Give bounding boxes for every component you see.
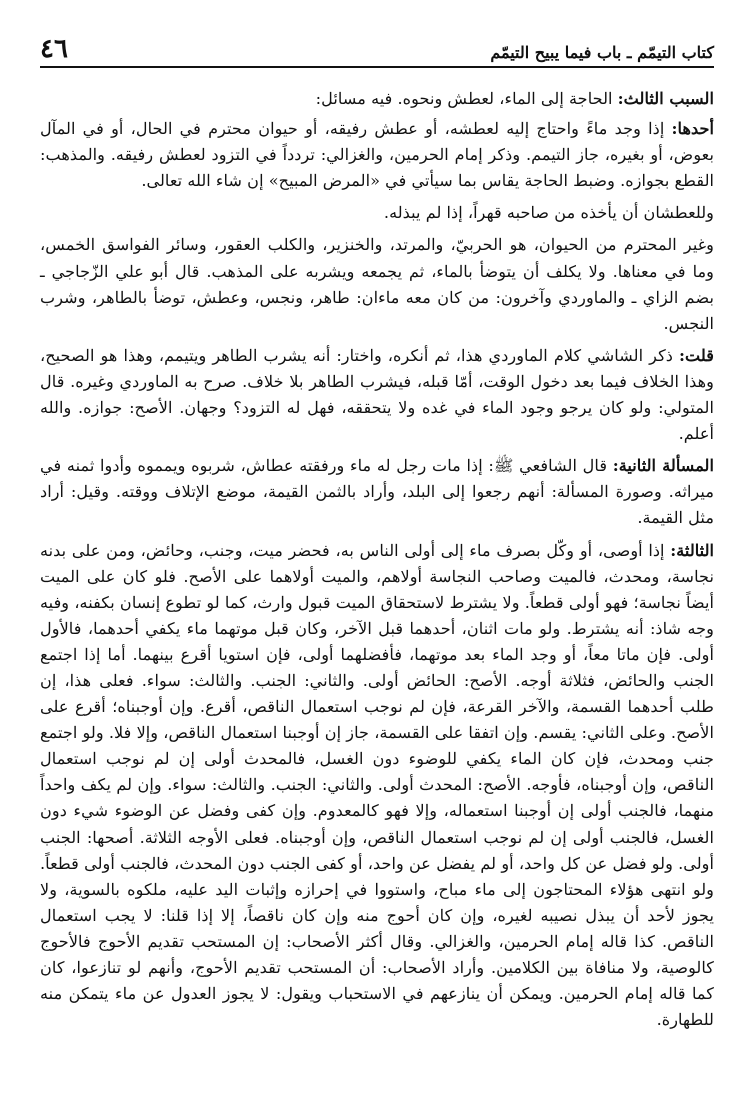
paragraph-thirsty — [40, 200, 714, 226]
paragraph-lead: السبب الثالث: — [617, 89, 714, 108]
paragraph-lead: قلت: — [679, 345, 714, 365]
page-body — [40, 86, 714, 1033]
paragraph-text: إذا أوصى، أو وكّل بصرف ماء إلى أولى الناس به، فحضر ميت، وجنب، وحائض، ومن على بدنه نجاسة، ومحدث، فالميت وصاحب النجاسة أولاهم، والميت أولاهما على الأصح. فلو كان على الميت أيضاً نجاسة؛ فهو أولى قطعاً. ولا يشترط لاستحقاق الميت قبول وارث، كما لو تطوع إنسان بكفنه، وفيه وجه شاذ: أنه يشترط. ولو مات اثنان، أحدهما قبل الآخر، وكان قبل موتهما ماء يكفي أحدهما، فالأول أولى. فإن ماتا معاً، أو وجد الماء بعد موتهما، فأفضلهما أولى، فإن استويا أقرع بينهما. أما إذا اجتمع الجنب والحائض، فثلاثة أوجه. الأصح: الحائض أولى. والثاني: الجنب. والثالث: سواء. فعلى هذا، إن طلب أحدهما القسمة، والآخر القرعة، فإن لم نوجب استعمال الناقص، أقرع. وإن أوجبناه؛ أقرع على الأصح. وعلى الثاني: يقسم. وإن اتفقا على القسمة، جاز إن أوجبنا استعمال الناقص، وإلا فلا. ولو اجتمع جنب ومحدث، فإن كان الماء يكفي للوضوء دون الغسل، فالمحدث أولى إن لم نوجب استعمال الناقص، وإن أوجبناه، فأوجه. الأصح: المحدث أولى. والثاني: الجنب. والثالث: سواء. وإن لم يكف واحداً منهما، فالجنب أولى إن أوجبنا استعماله، وإلا فهو كالمعدوم. وإن كفى وفضل عن الوضوء شيء دون الغسل، فالجنب أولى إن لم نوجب استعمال الناقص، وإن أوجبناه. فعلى الأوجه الثلاثة. أصحها: الجنب أولى. ولو فضل عن كل واحد، أو لم يفضل عن واحد، أو كفى الجنب دون المحدث، فالجنب أولى قطعاً. ولو انتهى هؤلاء المحتاجون إلى ماء مباح، واستووا في إحرازه وإثبات اليد عليه، ملكوه بالسوية، ولا يجوز لأحد أن يبذل نصيبه لغيره، وإن كان أحوج منه وإن كان ناقصاً، إلا إذا قلنا: لا يجب استعمال الناقص. كذا قاله إمام الحرمين، والغزالي. وقال أكثر الأصحاب: إن المستحب تقديم الأحوج فالأحوج كالوصية، ولا منافاة بين الكلامين. وأراد الأصحاب: أن المستحب تقديم الأحوج، وأنهم لو تنازعوا، كان كما قاله إمام الحرمين. ويمكن أن ينازعهم في الاستحباب ويقول: لا يجوز العدول عن ماء يتمكن منه للطهارة. — [40, 540, 714, 1030]
paragraph-text: الحاجة إلى الماء، لعطش ونحوه. فيه مسائل: — [315, 89, 618, 108]
paragraph-issue-one — [40, 116, 714, 194]
paragraph-lead: أحدها: — [671, 119, 714, 139]
page-number: ٤٦ — [40, 34, 68, 64]
paragraph-text: وللعطشان أن يأخذه من صاحبه قهراً، إذا لم يبذله. — [383, 203, 714, 223]
paragraph-text: قال الشافعي ﷺ: إذا مات رجل له ماء ورفقته عطاش، شربوه ويمموه وأدوا ثمنه في ميراثه. وصورة المسألة: أنهم رجعوا إلى البلد، وأراد بالثمن القيمة، موضع الإتلاف ووقته. وقيل: أراد مثل القيمة. — [40, 456, 714, 528]
paragraph-issue-two — [40, 453, 714, 531]
paragraph-cause-three — [40, 86, 714, 112]
running-title: كتاب التيمّم ـ باب فيما يبيح التيمّم — [490, 43, 714, 62]
paragraph-qult — [40, 343, 714, 447]
paragraph-lead: المسألة الثانية: — [612, 456, 714, 476]
page-header — [40, 28, 714, 68]
paragraph-text: وغير المحترم من الحيوان، هو الحربيّ، والمرتد، والخنزير، والكلب العقور، وسائر الفواسق الخمس، وما في معناها. ولا يكلف أن يتوضأ بالماء، ثم يجمعه ويشربه على المذهب. قال أبو علي الزّجاجي ـ بضم الزاي ـ والماوردي وآخرون: من كان معه ماءان: طاهر، ونجس، وعطش، توضأ بالطاهر، وشرب النجس. — [40, 235, 714, 333]
paragraph-issue-three — [40, 538, 714, 1034]
paragraph-non-protected — [40, 232, 714, 336]
paragraph-text: ذكر الشاشي كلام الماوردي هذا، ثم أنكره، واختار: أنه يشرب الطاهر ويتيمم، وهذا هو الصحيح، وهذا الخلاف فيما بعد دخول الوقت، أمّا قبله، فيشرب الطاهر بلا خلاف. صرح به الماوردي وغيره. قال المتولي: ولو كان يرجو وجود الماء في غده ولا يتحققه، فهل له التزود؟ وجهان. الأصح: جوازه. والله أعلم. — [40, 345, 714, 444]
paragraph-text: إذا وجد ماءً واحتاج إليه لعطشه، أو عطش رفيقه، أو حيوان محترم في الحال، أو في المآل بعوض، أو بغيره، جاز التيمم. وذكر إمام الحرمين، والغزالي: تردداً في التزود لعطش رفيقه. والمذهب: القطع بجوازه. وضبط الحاجة يقاس بما سيأتي في «المرض المبيح» إن شاء الله تعالى. — [40, 119, 714, 191]
paragraph-lead: الثالثة: — [670, 540, 714, 560]
